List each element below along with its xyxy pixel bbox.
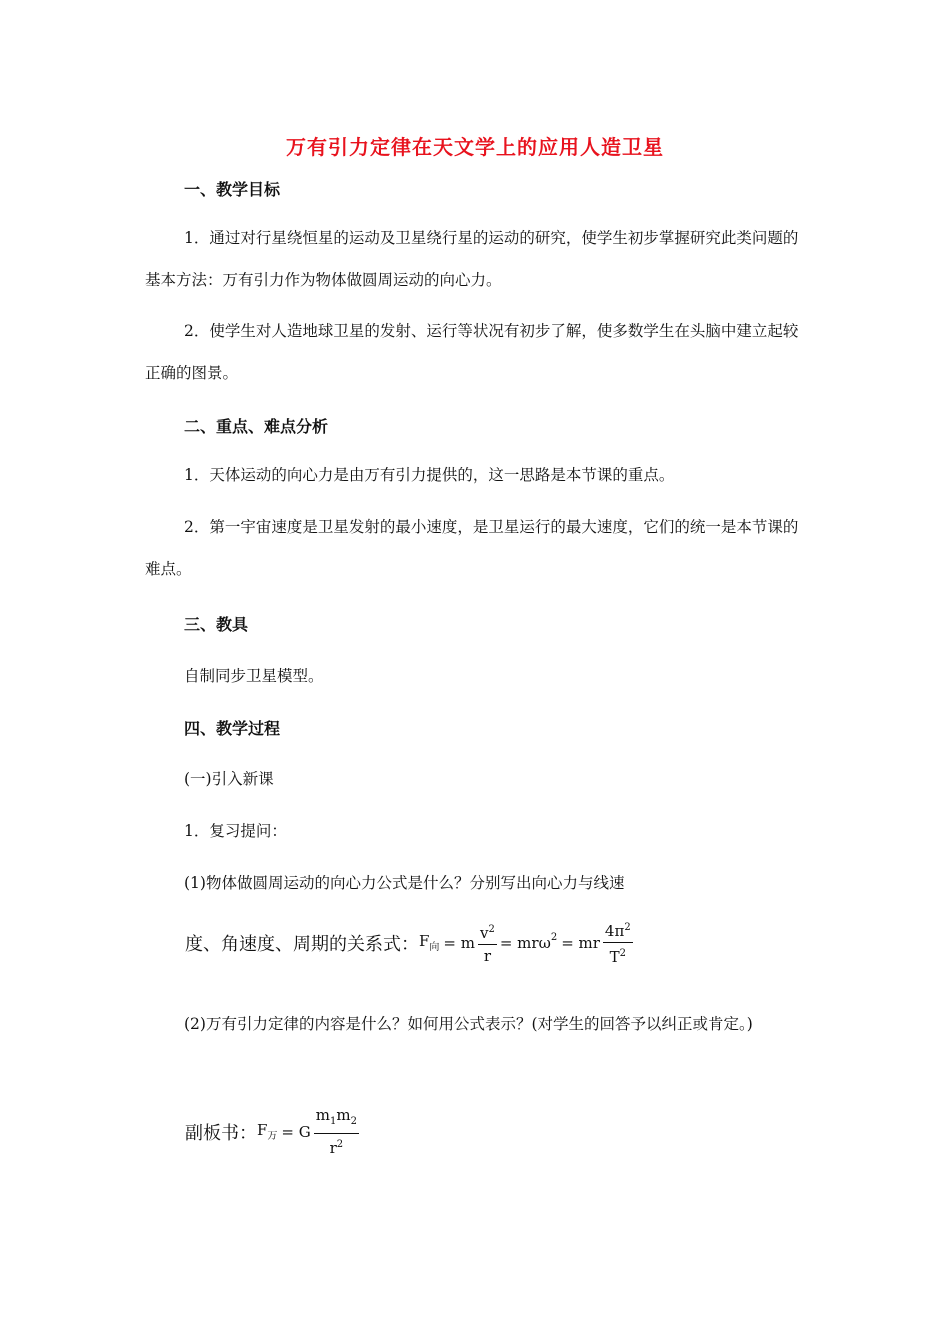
section-heading-tools: 三、教具: [184, 615, 249, 634]
question-1: (1)物体做圆周运动的向心力公式是什么？分别写出向心力与线速: [184, 874, 625, 892]
question-2: [145, 1003, 805, 1045]
question-1-continued: 度、角速度、周期的关系式：: [185, 933, 419, 955]
key-point-item-2-text: 2．第一宇宙速度是卫星发射的最小速度，是卫星运行的最大速度，它们的统一是本节课的难点。: [145, 518, 799, 578]
centripetal-force-formula: [185, 918, 636, 967]
document-title: 万有引力定律在天文学上的应用人造卫星: [286, 135, 664, 159]
fraction-v2-over-r: $\frac{v^2}{r}$: [478, 920, 497, 966]
formula-F: $F_向$: [419, 932, 440, 953]
review-questions-title: 1．复习提问：: [184, 822, 287, 840]
section-heading-key-points: 二、重点、难点分析: [184, 417, 329, 436]
formula2-eq: = G: [281, 1122, 311, 1141]
key-point-item-1: [145, 454, 805, 496]
fraction-m1m2-over-r2: $\frac{m_1m_2}{r^2}$: [315, 1106, 357, 1157]
formula-eq3: = mr: [561, 933, 600, 952]
fraction-4pi2-over-T2: $\frac{4\pi^2}{T^2}$: [603, 918, 633, 967]
subsection-intro: (一)引入新课: [184, 770, 274, 788]
formula-eq2-sup: 2: [550, 932, 558, 943]
objective-item-1: [145, 217, 805, 301]
formula-eq1: = m: [443, 933, 475, 952]
section-heading-objectives: 一、教学目标: [184, 180, 281, 199]
key-point-item-2: [145, 506, 805, 590]
formula2-F: $F_万$: [257, 1121, 278, 1142]
section-heading-process: 四、教学过程: [184, 719, 281, 738]
question-2-text: (2)万有引力定律的内容是什么？如何用公式表示？(对学生的回答予以纠正或肯定。): [184, 1015, 753, 1033]
board-label: 副板书：: [185, 1122, 257, 1144]
objective-item-2: [145, 310, 805, 394]
tools-text: 自制同步卫星模型。: [184, 667, 324, 685]
formula-eq2: = mrω: [499, 933, 551, 952]
key-point-item-1-text: 1．天体运动的向心力是由万有引力提供的，这一思路是本节课的重点。: [184, 466, 675, 484]
objective-item-1-text: 1．通过对行星绕恒星的运动及卫星绕行星的运动的研究，使学生初步掌握研究此类问题的基本方法：万有引力作为物体做圆周运动的向心力。: [145, 229, 799, 289]
gravitation-formula: [185, 1105, 362, 1158]
objective-item-2-text: 2．使学生对人造地球卫星的发射、运行等状况有初步了解，使多数学生在头脑中建立起较正确的图景。: [145, 322, 799, 382]
